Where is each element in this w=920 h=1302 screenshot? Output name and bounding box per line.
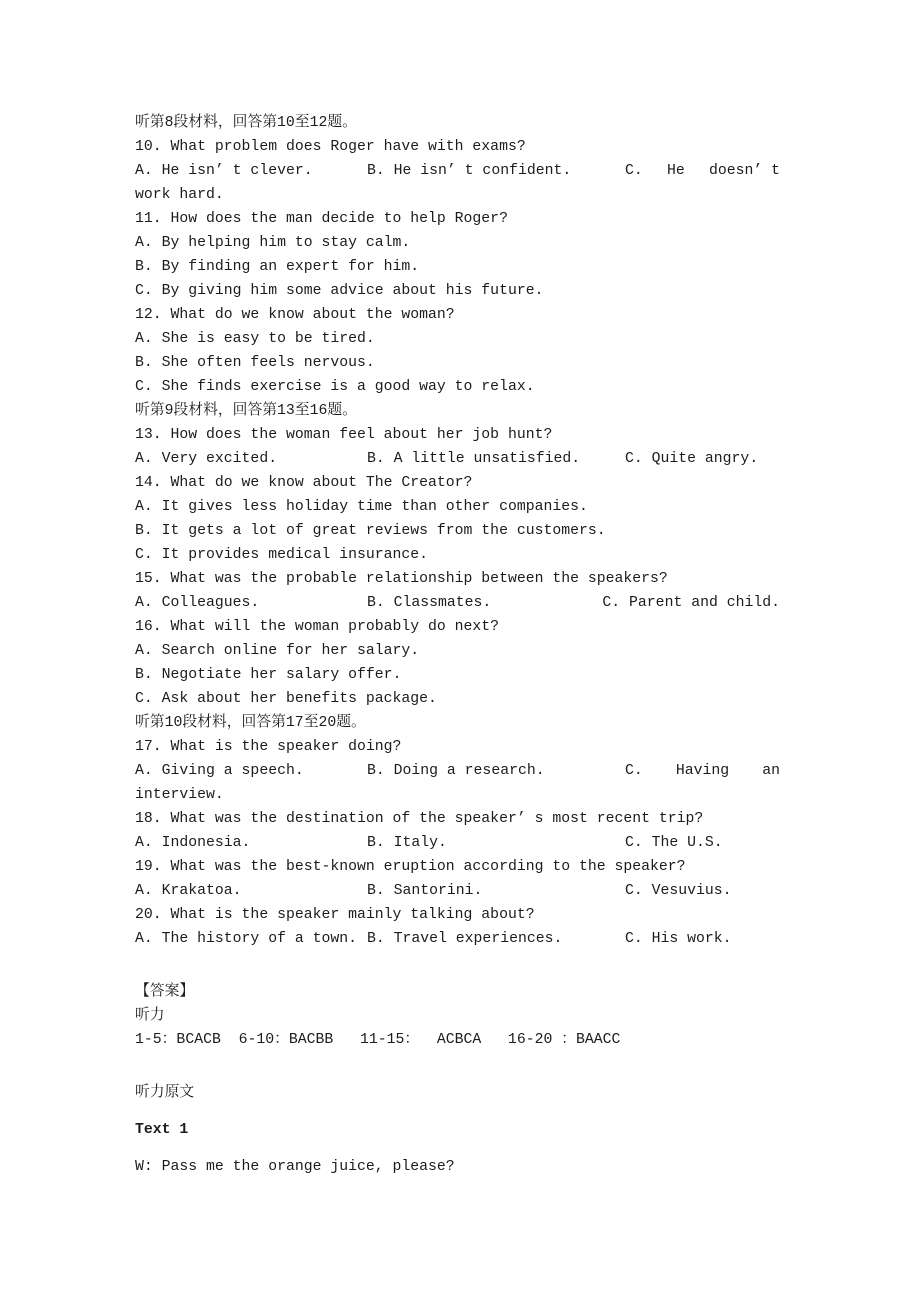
option-a: A. He isn’ t clever. bbox=[135, 163, 313, 179]
option-b: B. Italy. bbox=[367, 835, 447, 851]
option-b: B. He isn’ t confident. bbox=[367, 163, 572, 179]
question-line: 14. What do we know about The Creator? bbox=[135, 475, 473, 491]
option-row bbox=[135, 831, 780, 855]
option-line: A. Search online for her salary. bbox=[135, 643, 420, 659]
option-line: B. She often feels nervous. bbox=[135, 355, 375, 371]
question-line: 10. What problem does Roger have with exams? bbox=[135, 139, 526, 155]
option-c bbox=[602, 591, 780, 615]
option-row bbox=[135, 879, 780, 903]
section-heading: 【答案】 bbox=[135, 984, 195, 1000]
option-line: C. It provides medical insurance. bbox=[135, 547, 429, 563]
section-heading: 听第8段材料，回答第10至12题。 bbox=[135, 115, 357, 131]
option-b: B. Travel experiences. bbox=[367, 931, 563, 947]
option-c-word: Having bbox=[675, 763, 730, 779]
question-line: 15. What was the probable relationship between the speakers? bbox=[135, 571, 668, 587]
question-line: 19. What was the best-known eruption according to the speaker? bbox=[135, 859, 686, 875]
option-b: B. Santorini. bbox=[367, 883, 483, 899]
question-line: 13. How does the woman feel about her job hunt? bbox=[135, 427, 553, 443]
option-a: A. The history of a town. bbox=[135, 931, 357, 947]
option-b: B. Classmates. bbox=[367, 595, 492, 611]
option-c-word: C. bbox=[625, 163, 643, 179]
option-line: A. By helping him to stay calm. bbox=[135, 235, 411, 251]
text-line: Text 1 bbox=[135, 1122, 189, 1138]
option-c bbox=[625, 879, 780, 903]
option-continuation: work hard. bbox=[135, 187, 224, 203]
option-row bbox=[135, 159, 780, 183]
option-c-word: doesn’ t bbox=[708, 163, 780, 179]
question-line: 17. What is the speaker doing? bbox=[135, 739, 402, 755]
option-c-word: C. His work. bbox=[625, 931, 732, 947]
question-line: 11. How does the man decide to help Roger? bbox=[135, 211, 508, 227]
option-line: B. By finding an expert for him. bbox=[135, 259, 420, 275]
option-line: C. By giving him some advice about his future. bbox=[135, 283, 544, 299]
option-line: C. She finds exercise is a good way to relax. bbox=[135, 379, 535, 395]
question-line: 16. What will the woman probably do next? bbox=[135, 619, 500, 635]
text-block bbox=[135, 111, 780, 1179]
option-c-word: He bbox=[666, 163, 685, 179]
option-a: A. Krakatoa. bbox=[135, 883, 242, 899]
option-line: C. Ask about her benefits package. bbox=[135, 691, 437, 707]
option-row bbox=[135, 591, 780, 615]
option-c-word: an bbox=[762, 763, 780, 779]
option-line: B. It gets a lot of great reviews from the customers. bbox=[135, 523, 606, 539]
section-heading: 听力 bbox=[135, 1008, 165, 1024]
option-line: A. It gives less holiday time than other companies. bbox=[135, 499, 588, 515]
option-c-word: C. Parent and child. bbox=[602, 595, 780, 611]
option-c bbox=[625, 159, 780, 183]
option-c-word: C. Vesuvius. bbox=[625, 883, 732, 899]
question-line: 20. What is the speaker mainly talking about? bbox=[135, 907, 535, 923]
section-heading: 听力原文 bbox=[135, 1085, 195, 1101]
option-c-word: C. Quite angry. bbox=[625, 451, 759, 467]
option-a: A. Indonesia. bbox=[135, 835, 251, 851]
option-c-word: C. bbox=[625, 763, 643, 779]
option-a: A. Giving a speech. bbox=[135, 763, 304, 779]
option-c bbox=[625, 447, 780, 471]
answer-key-line: 1-5：BCACB 6-10：BACBB 11-15： ACBCA 16-20 ：BAACC bbox=[135, 1032, 621, 1048]
option-row bbox=[135, 927, 780, 951]
option-c bbox=[625, 759, 780, 783]
option-c bbox=[625, 927, 780, 951]
option-a: A. Colleagues. bbox=[135, 595, 260, 611]
option-row bbox=[135, 447, 780, 471]
option-b: B. A little unsatisfied. bbox=[367, 451, 581, 467]
question-line: 12. What do we know about the woman? bbox=[135, 307, 455, 323]
option-line: A. She is easy to be tired. bbox=[135, 331, 375, 347]
option-c-word: C. The U.S. bbox=[625, 835, 723, 851]
option-a: A. Very excited. bbox=[135, 451, 278, 467]
option-line: B. Negotiate her salary offer. bbox=[135, 667, 402, 683]
option-continuation: interview. bbox=[135, 787, 224, 803]
section-heading: 听第9段材料，回答第13至16题。 bbox=[135, 403, 357, 419]
section-heading: 听第10段材料，回答第17至20题。 bbox=[135, 715, 366, 731]
text-line: W: Pass me the orange juice, please? bbox=[135, 1159, 455, 1175]
question-line: 18. What was the destination of the speaker’ s most recent trip? bbox=[135, 811, 704, 827]
option-c bbox=[625, 831, 780, 855]
option-row bbox=[135, 759, 780, 783]
option-b: B. Doing a research. bbox=[367, 763, 545, 779]
